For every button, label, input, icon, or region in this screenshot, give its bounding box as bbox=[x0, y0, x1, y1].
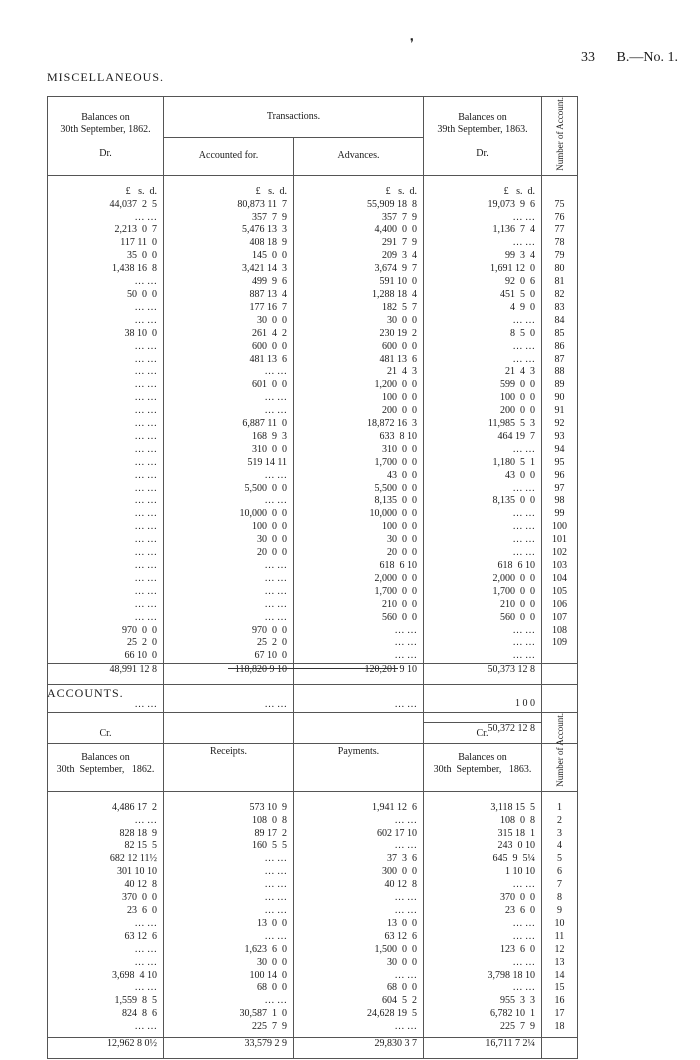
misc-h-close-sub: Dr. bbox=[476, 147, 489, 159]
acc-col-num: 1 2 3 4 5 6 7 8 9 10 11 12 13 14 15 16 17 18 bbox=[542, 791, 578, 1037]
page-reference: B.—No. 1. bbox=[616, 50, 678, 65]
misc-adj-acc: … … bbox=[164, 685, 294, 723]
misc-h-close-text: Balances on 39th September, 1863. bbox=[437, 111, 528, 135]
acc-col-close: 3,118 15 5 108 0 8 315 18 1 243 0 10 645 9 5¼ 1 10 10 … … 370 0 0 23 6 0 … … … … 123 6 0 … … 3,798 18 10 … … 955 3 3 6,782 10 1 225 7 9 bbox=[424, 791, 542, 1037]
acc-h-close bbox=[424, 713, 542, 792]
accounts-title: ACCOUNTS. bbox=[47, 686, 124, 700]
misc-adj-open: … … bbox=[48, 685, 164, 723]
misc-h-open bbox=[48, 97, 164, 176]
acc-h-open-text: Balances on 30th September, 1862. bbox=[56, 751, 155, 775]
misc-col-close: £ s. d. 19,073 9 6 … … 1,136 7 4 … … 99 3 4 1,691 12 0 92 0 6 451 5 0 4 9 0 … … 8 5 0 … … … … 21 4 3 599 0 0 100 0 0 200 0 0 11,985 5 3 464 19 7 … … 1,180 5 1 43 0 0 … … 8,135 0 0 … … … … … … … … 618 6 10 2,000 0 0 1,700 0 0 210 0 0 560 0 0 … … … … … … bbox=[424, 175, 542, 664]
acc-h-rec: Receipts. bbox=[164, 713, 294, 792]
acc-total-num bbox=[542, 1037, 578, 1058]
misc-h-acc: Accounted for. bbox=[164, 137, 294, 175]
acc-total-pay: 29,830 3 7 bbox=[294, 1037, 424, 1058]
acc-h-open-sub: Cr. bbox=[99, 727, 112, 739]
acc-col-rec: 573 10 9 108 0 8 89 17 2 160 5 5 … … … … … … … … … … 13 0 0 … … 1,623 6 0 30 0 0 100 14 0 68 0 0 … … 30,587 1 0 225 7 9 bbox=[164, 791, 294, 1037]
misc-h-num bbox=[542, 97, 578, 176]
misc-h-trans: Transactions. bbox=[164, 97, 424, 138]
section-divider bbox=[228, 668, 398, 669]
misc-col-acc: £ s. d. 80,873 11 7 357 7 9 5,476 13 3 408 18 9 145 0 0 3,421 14 3 499 9 6 887 13 4 177 16 7 30 0 0 261 4 2 600 0 0 481 13 6 … … 601 0 0 … … … … 6,887 11 0 168 9 3 310 0 0 519 14 11 … … 5,500 0 0 … … 10,000 0 0 100 0 0 30 0 0 20 0 0 … … … … … … … … … … 970 0 0 25 2 0 67 10 0 bbox=[164, 175, 294, 664]
misc-adj-close: 1 0 0 bbox=[424, 685, 542, 723]
acc-h-open bbox=[48, 713, 164, 792]
misc-total-open: 48,991 12 8 bbox=[48, 664, 164, 685]
misc-title: MISCELLANEOUS. bbox=[47, 70, 165, 84]
misc-total-acc: 118,820 9 10 bbox=[164, 664, 294, 685]
misc-h-adv: Advances. bbox=[294, 137, 424, 175]
acc-h-num bbox=[542, 713, 578, 792]
acc-total-open: 12,962 8 0½ bbox=[48, 1037, 164, 1058]
misc-table bbox=[47, 96, 578, 744]
accounts-table bbox=[47, 712, 578, 1059]
misc-total-close: 50,373 12 8 bbox=[424, 664, 542, 685]
page-header bbox=[563, 50, 678, 66]
misc-total-adv: 120,201 9 10 bbox=[294, 664, 424, 685]
misc-total-num bbox=[542, 664, 578, 685]
misc-col-adv: £ s. d. 55,909 18 8 357 7 9 4,400 0 0 291 7 9 209 3 4 3,674 9 7 591 10 0 1,288 18 4 182 5 7 30 0 0 230 19 2 600 0 0 481 13 6 21 4 3 1,200 0 0 100 0 0 200 0 0 18,872 16 3 633 8 10 310 0 0 1,700 0 0 43 0 0 5,500 0 0 8,135 0 0 10,000 0 0 100 0 0 30 0 0 20 0 0 618 6 10 2,000 0 0 1,700 0 0 210 0 0 560 0 0 … … … … … … bbox=[294, 175, 424, 664]
acc-col-open: 4,486 17 2 … … 828 18 9 82 15 5 682 12 11½ 301 10 10 40 12 8 370 0 0 23 6 0 … … 63 12 6 … … … … 3,698 4 10 … … 1,559 8 5 824 8 6 … … bbox=[48, 791, 164, 1037]
ink-mark: ❜ bbox=[410, 36, 414, 50]
acc-h-pay: Payments. bbox=[294, 713, 424, 792]
acc-h-close-sub: Cr. bbox=[476, 727, 489, 739]
misc-h-close bbox=[424, 97, 542, 176]
misc-h-open-text: Balances on 30th September, 1862. bbox=[60, 111, 151, 135]
acc-col-pay: 1,941 12 6 … … 602 17 10 … … 37 3 6 300 0 0 40 12 8 … … … … 13 0 0 63 12 6 1,500 0 0 30 0 0 … … 68 0 0 604 5 2 24,628 19 5 … … bbox=[294, 791, 424, 1037]
misc-col-open: £ s. d. 44,037 2 5 … … 2,213 0 7 117 11 0 35 0 0 1,438 16 8 … … 50 0 0 … … … … 38 10 0 … … … … … … … … … … … … … … … … … … … … … … … … … … … … … … … … … … … … … … … … … … … … 970 0 0 25 2 0 66 10 0 bbox=[48, 175, 164, 664]
acc-h-num-text: Number of Account. bbox=[554, 713, 565, 787]
page-number: 33 bbox=[581, 50, 596, 65]
acc-total-rec: 33,579 2 9 bbox=[164, 1037, 294, 1058]
acc-total-close: 16,711 7 2¼ bbox=[424, 1037, 542, 1058]
misc-h-num-text: Number of Account. bbox=[554, 97, 565, 171]
misc-final-close: 50,372 12 8 bbox=[424, 723, 542, 744]
misc-col-num: 75 76 77 78 79 80 81 82 83 84 85 86 87 88 89 90 91 92 93 94 95 96 97 98 99 100 101 102 103 104 105 106 107 108 109 bbox=[542, 175, 578, 664]
misc-adj-adv: … … bbox=[294, 685, 424, 723]
misc-h-open-sub: Dr. bbox=[99, 147, 112, 159]
acc-h-close-text: Balances on 30th September, 1863. bbox=[433, 751, 532, 775]
